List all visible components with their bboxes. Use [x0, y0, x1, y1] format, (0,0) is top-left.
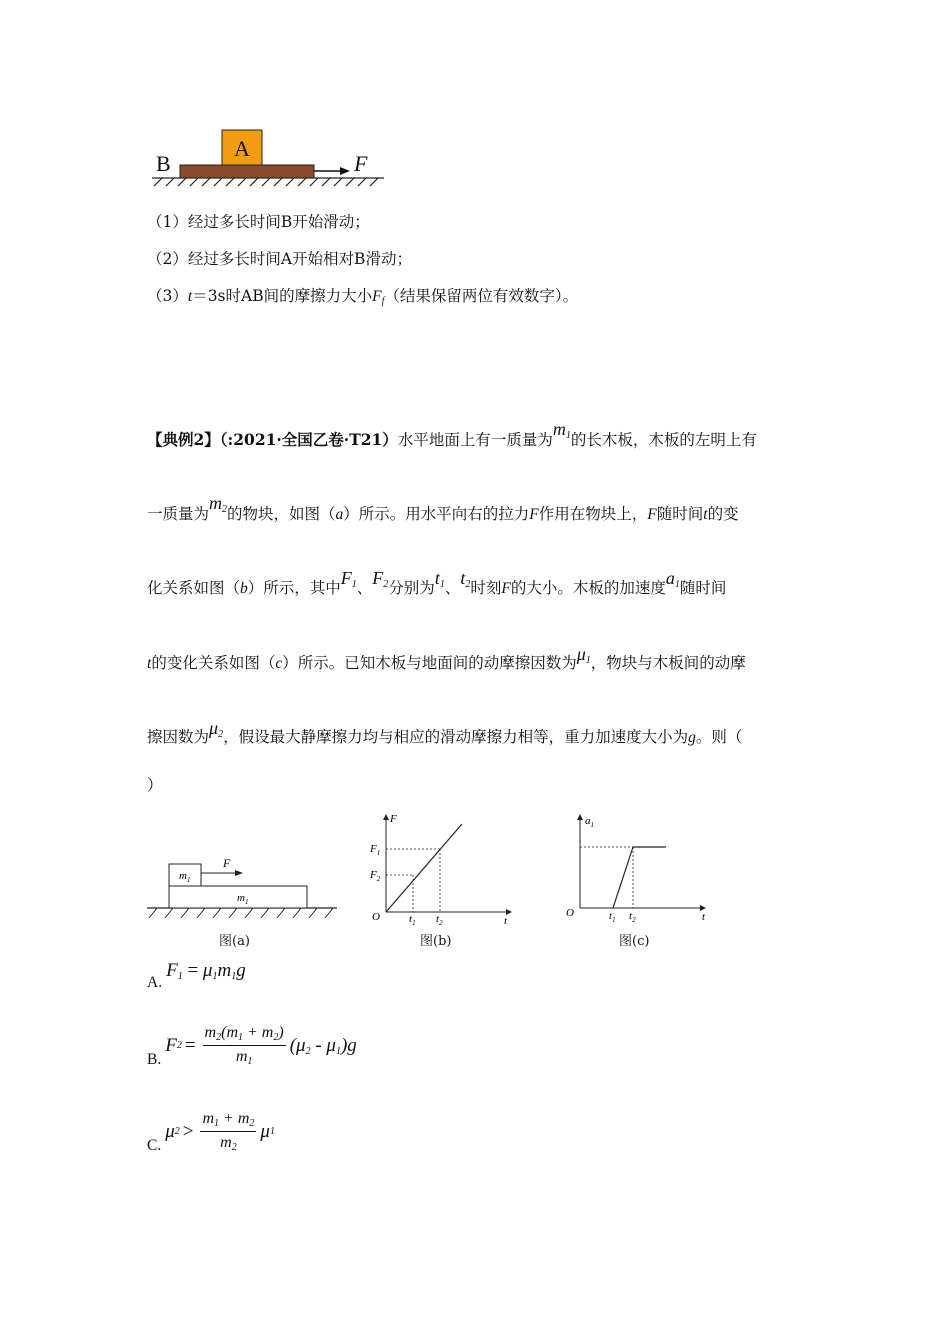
example-text: 水平地面上有一质量为: [397, 431, 553, 449]
example-text: 的长木板，木板的左明上有: [570, 431, 757, 449]
example-text: b: [240, 580, 248, 597]
example-text: ，假设最大静摩擦力均与相应的滑动摩擦力相等，重力加速度大小为: [223, 728, 689, 746]
fraction: [200, 1110, 256, 1153]
var-t2: [460, 568, 470, 588]
example-tag: 【典例2】: [147, 430, 220, 449]
m1-sub: 1: [565, 430, 571, 441]
a1-base: a: [665, 568, 675, 588]
t2-tick-label: $t_2$: [629, 910, 636, 924]
example-text: 的大小。木板的加速度: [510, 579, 666, 597]
example-text: 的变: [707, 505, 739, 523]
var-g: g: [688, 729, 696, 746]
var-mu2: [209, 718, 223, 738]
figure-c-caption: 图(c): [619, 934, 650, 949]
F2-tick-label: $F_2$: [370, 869, 381, 883]
origin-label: O: [372, 911, 380, 923]
lhs: F: [165, 1034, 177, 1056]
t2-tick-label: $t_2$: [436, 913, 443, 927]
force-arrow: [314, 167, 350, 175]
y-axis-label: F: [390, 813, 397, 825]
a1-sub: 1: [674, 579, 680, 590]
var-m2: [209, 493, 227, 513]
mu: μ: [202, 960, 213, 981]
board-b: [180, 165, 314, 178]
option-b-letter: B.: [147, 1050, 162, 1068]
t1-sub: 1: [439, 579, 445, 590]
var-t: t: [703, 506, 708, 523]
example-text: 。则（: [695, 728, 743, 746]
example-line-4: [147, 644, 746, 680]
mu-sub: 1: [212, 971, 218, 982]
numerator: $m_1 + m_2$: [200, 1110, 256, 1132]
example-text: ）所示，其中: [247, 579, 341, 597]
lhs-sub: 1: [177, 971, 183, 982]
board-b-label: B: [156, 151, 171, 176]
option-a[interactable]: [147, 960, 246, 991]
g: g: [236, 960, 246, 981]
ground-hatch: [149, 908, 333, 918]
board-label: $m_1$: [237, 892, 249, 906]
figure-b: [360, 808, 520, 928]
example-text: 的物块，如图（: [227, 505, 336, 523]
m1-base: m: [552, 419, 566, 439]
var-a1: [666, 568, 680, 588]
m: m: [217, 960, 232, 981]
denominator: $m_2$: [220, 1134, 237, 1153]
q3-rest: ＝3s时AB间的摩擦力大小: [192, 287, 373, 305]
lhs: μ: [165, 1120, 175, 1142]
var-F: F: [501, 580, 511, 597]
var-F2: [372, 568, 388, 588]
option-b-formula: [165, 1024, 357, 1067]
question-1: （1）经过多长时间B开始滑动；: [147, 213, 370, 231]
m2-base: m: [209, 493, 223, 513]
example-line-2: [147, 493, 739, 531]
q3-prefix: （3）: [147, 287, 188, 305]
var-mu1: [577, 644, 591, 664]
example-text: 的变化关系如图（: [151, 654, 276, 672]
block-label: $m_1$: [179, 870, 191, 884]
t1-tick-label: $t_1$: [409, 913, 416, 927]
y-axis-label: $a_1$: [585, 815, 594, 829]
F2-base: F: [372, 568, 384, 588]
series-ramp: [613, 847, 633, 908]
var-F1: [341, 568, 357, 588]
var-t: t: [147, 655, 152, 672]
ground-hatch: [152, 178, 384, 186]
x-axis-label: t: [504, 915, 508, 927]
figure-b-caption: 图(b): [420, 934, 452, 949]
example-text: 分别为: [388, 579, 435, 597]
numerator: $m_2(m_1 + m_2)$: [203, 1024, 286, 1046]
lhs-sub: 2: [176, 1040, 182, 1051]
F1-base: F: [340, 568, 352, 588]
lhs-sub: 2: [174, 1126, 180, 1137]
fraction: [203, 1024, 286, 1067]
tail-sub: 1: [269, 1126, 275, 1137]
op: >: [182, 1120, 194, 1142]
figure-a-caption: 图(a): [219, 934, 250, 949]
F1-tick-label: $F_1$: [370, 843, 381, 857]
eq: =: [184, 1034, 196, 1056]
example-text: 随时间: [679, 579, 727, 597]
origin-label: O: [566, 907, 574, 919]
lhs: F: [166, 960, 178, 981]
question-2: （2）经过多长时间A开始相对B滑动；: [147, 250, 412, 268]
example-text: 随时间: [656, 505, 704, 523]
option-a-letter: A.: [147, 974, 163, 991]
force-label: F: [354, 151, 368, 176]
example-text: 作用在物块上，: [538, 505, 648, 523]
t2-sub: 2: [465, 579, 471, 590]
q3-F: F: [372, 288, 382, 305]
example-text: c: [275, 655, 283, 672]
question-3: [147, 285, 578, 313]
block-a-label: A: [234, 136, 250, 161]
force-label: F: [223, 856, 231, 870]
t1-tick-label: $t_1$: [609, 910, 616, 924]
example-source: （:2021·全国乙卷·T21）: [219, 430, 398, 449]
eq: =: [187, 960, 199, 981]
force-arrow-head: [235, 870, 243, 876]
series-line: [386, 824, 462, 912]
q3-f-sub: f: [381, 296, 385, 307]
example-text: 一质量为: [147, 505, 210, 523]
mu1-base: μ: [576, 644, 586, 664]
tail: $(\mu_2 - \mu_1)g$: [289, 1034, 357, 1057]
example-text: 、: [356, 579, 373, 597]
option-b[interactable]: [147, 1024, 357, 1067]
example-text: ）所示。用水平向右的拉力: [343, 505, 530, 523]
m-sub: 1: [231, 971, 237, 982]
top-figure: [150, 125, 390, 187]
option-c-formula: [165, 1110, 275, 1153]
denominator: $m_1$: [235, 1048, 253, 1067]
example-line-5: [147, 718, 743, 754]
var-t1: [435, 568, 445, 588]
F1-sub: 1: [351, 579, 357, 590]
mu2-sub: 2: [218, 729, 224, 740]
example-text: 化关系如图（: [147, 579, 241, 597]
q3-suffix: （结果保留两位有效数字）。: [384, 287, 579, 305]
example-text: ）所示。已知木板与地面间的动摩擦因数为: [282, 654, 577, 672]
figure-c: [560, 808, 720, 928]
t1-base: t: [434, 568, 440, 588]
example-text: 、: [444, 579, 461, 597]
example-text: 时刻: [470, 579, 502, 597]
option-c[interactable]: [147, 1110, 275, 1153]
mu2-base: μ: [209, 718, 219, 738]
example-line-6: ）: [147, 776, 163, 794]
option-a-formula: [166, 960, 246, 982]
example-line-3: [147, 568, 727, 605]
q3-t: t: [187, 288, 193, 305]
var-m1: [553, 419, 571, 439]
m2-sub: 2: [222, 504, 228, 515]
example-text: 擦因数为: [147, 728, 210, 746]
F2-sub: 2: [383, 579, 389, 590]
option-c-letter: C.: [147, 1136, 162, 1154]
var-F: F: [647, 506, 657, 523]
tail: μ: [260, 1120, 270, 1142]
example-text: a: [335, 506, 344, 523]
example-line-1: [147, 419, 757, 457]
x-axis-label: t: [702, 911, 706, 923]
example-text: ，物块与木板间的动摩: [590, 654, 746, 672]
t2-base: t: [460, 568, 466, 588]
mu1-sub: 1: [585, 655, 591, 666]
var-F: F: [529, 506, 539, 523]
